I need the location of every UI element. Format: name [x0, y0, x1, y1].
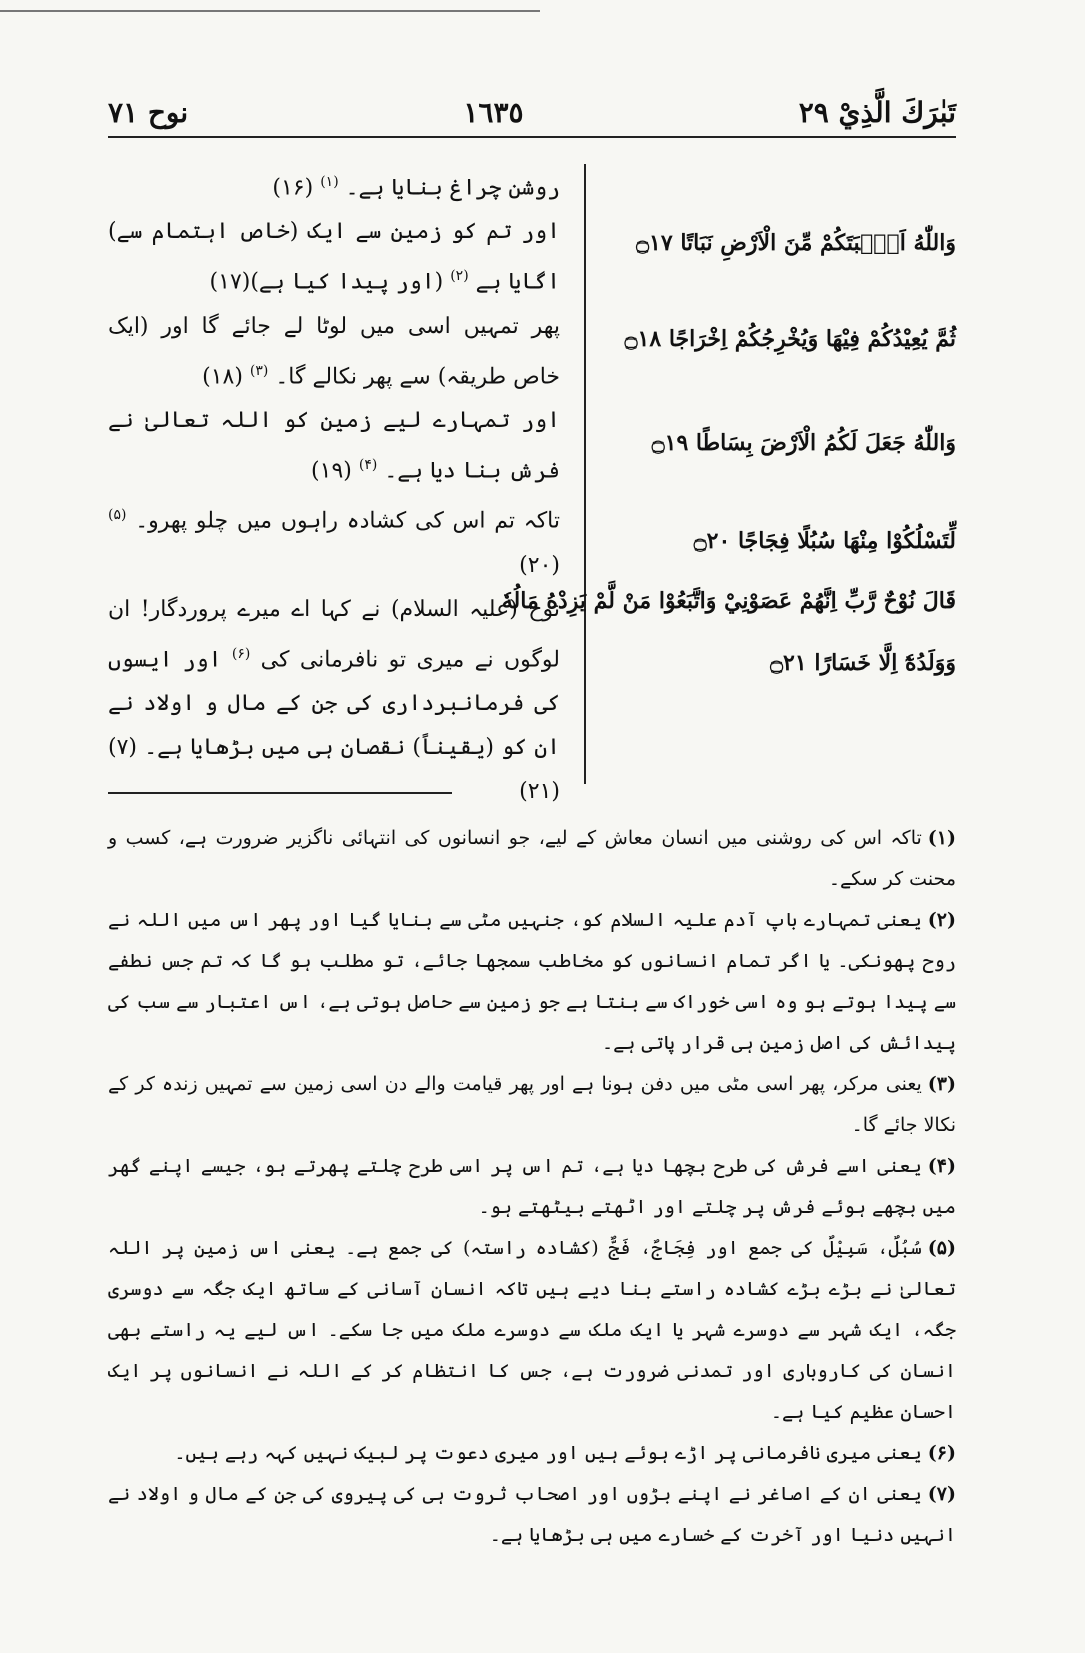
ayah-line: وَاللّٰهُ اَنْۢبَتَكُمْ مِّنَ الْاَرْضِ نَبَاتًا ۝١٧ — [636, 230, 956, 256]
footnote-5: (۵)سُبُلٌ، سَبِیْلٌ کی جمع اور فِجَاجٌ، فَجٌّ (کشادہ راستہ) کی جمع ہے۔ یعنی اس زمین پر اللہ تعالیٰ نے بڑے بڑے کشادہ راستے بنا دیے ہیں تاکہ انسان آسانی کے ساتھ ایک جگہ سے دوسری جگہ، ایک شہر سے دوسرے شہر یا ایک ملک سے دوسرے ملک میں جا سکے۔ اس لیے یہ راستے بھی انسان کی کاروباری اور تمدنی ضرورت ہے، جس کا انتظام کر کے اللہ نے انسانوں پر ایک احسان عظیم کیا ہے۔ — [108, 1237, 956, 1423]
page-number: ١٦٣٥ — [463, 95, 524, 129]
footnote-rule — [108, 792, 452, 794]
verse-number: (۱۸) — [202, 363, 243, 389]
verse-number: اور ایسوں کی فرمانبرداری کی جن کے مال و اولاد نے ان کو (یقیناً) نقصان ہی میں بڑھایا ہے۔ (۷) (۲۱) — [108, 646, 560, 804]
footnote-3: (۳)یعنی مرکر، پھر اسی مٹی میں دفن ہونا ہے اور پھر قیامت والے دن اسی زمین سے تمہیں زندہ کر کے نکالا جائے گا۔ — [108, 1073, 956, 1136]
ayah-17 — [636, 212, 956, 274]
verse-number: (۱۶) — [272, 175, 314, 201]
top-scan-rule — [0, 10, 540, 12]
translation-verse-20: تاکہ تم اس کی کشادہ راہوں میں چلو پھرو۔ $^{(۵)}$ (۲۰) — [108, 507, 560, 578]
footnote-4: (۴)یعنی اسے فرش کی طرح بچھا دیا ہے، تم اس پر اسی طرح چلتے پھرتے ہو، جیسے اپنے گھر میں بچھے ہوئے فرش پر چلتے اور اٹھتے بیٹھتے ہو۔ — [108, 1155, 956, 1218]
ayah-line: لِّتَسْلُكُوْا مِنْهَا سُبُلًا فِجَاجًا ۝٢٠ — [693, 528, 956, 554]
page-header — [108, 90, 956, 134]
ayah-line: ثُمَّ يُعِيْدُكُمْ فِيْهَا وَيُخْرِجُكُمْ اِخْرَاجًا ۝١٨ — [624, 326, 956, 352]
footnote-ref: (۲) — [450, 268, 469, 285]
translation-verse-17: اور تم کو زمین سے ایک (خاص اہتمام سے) اگایا ہے $^{(۲)}$ (اور پیدا کیا ہے)(۱۷) — [108, 219, 560, 295]
footnote-ref: (۱) — [320, 174, 339, 190]
footnote-7: (۷)یعنی ان کے اصاغر نے اپنے بڑوں اور اصحاب ثروت ہی کی پیروی کی جن کے مال و اولاد نے انہیں دنیا اور آخرت کے خسارے میں ہی بڑھایا ہے۔ — [108, 1483, 956, 1546]
ayah-line: قَالَ نُوْحٌ رَّبِّ اِنَّهُمْ عَصَوْنِيْ وَاتَّبَعُوْا مَنْ لَّمْ يَزِدْهُ مَالُهٗ — [501, 588, 956, 614]
ayah-line: وَوَلَدُهٗٓ اِلَّا خَسَارًا ۝٢١ — [770, 650, 956, 676]
footnote-ref: (۳) — [249, 362, 269, 379]
footnote-2: (۲)یعنی تمہارے باپ آدم علیہ السلام کو، جنہیں مٹی سے بنایا گیا اور پھر اس میں اللہ نے روح پھونکی۔ یا اگر تمام انسانوں کو مخاطب سمجھا جائے، تو مطلب ہو گا کہ تم جس نطفے سے پیدا ہوتے ہو وہ اسی خوراک سے بنتا ہے جو زمین سے حاصل ہوتی ہے، اس اعتبار سے سب کی پیدائش کی اصل زمین ہی قرار پاتی ہے۔ — [108, 909, 956, 1054]
footnote-ref: (۶) — [231, 645, 251, 662]
footnote-ref: (۴) — [358, 456, 378, 473]
ayah-21 — [502, 570, 956, 694]
ayah-20 — [694, 510, 956, 572]
header-rule — [108, 136, 956, 138]
footnote-ref: (۵) — [108, 507, 127, 524]
translation-verse-21: نوح (علیہ السلام) نے کہا اے میرے پروردگار! ان لوگوں نے میری تو نافرمانی کی $^{(۶)}$ اور ایسوں کی فرمانبرداری کی جن کے مال و اولاد نے ان کو (یقیناً) نقصان ہی میں بڑھایا ہے۔ (۷) (۲۱) — [108, 596, 561, 804]
surah-title: نوح ٧١ — [108, 95, 189, 129]
verse-number: (اور پیدا کیا ہے)(۱۷) — [209, 269, 444, 295]
verse-number: (۱۹) — [311, 458, 352, 484]
ayah-18 — [625, 308, 956, 370]
footnote-1: (۱)تاکہ اس کی روشنی میں انسان معاش کے لیے، جو انسانوں کی انتہائی ناگزیر ضرورت ہے، کسب و محنت کر سکے۔ — [108, 827, 956, 890]
translation-verse-18: پھر تمہیں اسی میں لوٹا لے جائے گا اور (ایک خاص طریقہ) سے پھر نکالے گا۔ $^{(۳)}$ (۱۸) — [108, 313, 560, 389]
ayah-19 — [652, 412, 956, 474]
juz-title: تَبٰرَكَ الَّذِيْ ٢٩ — [798, 95, 956, 129]
urdu-translation-column — [108, 160, 560, 814]
ayah-line: وَاللّٰهُ جَعَلَ لَكُمُ الْاَرْضَ بِسَاطًا ۝١٩ — [651, 430, 956, 456]
translation-verse-16: روشن چراغ بنایا ہے۔ $^{(۱)}$ (۱۶) — [272, 174, 560, 201]
footnote-6: (۶)یعنی میری نافرمانی پر اڑے ہوئے ہیں اور میری دعوت پر لبیک نہیں کہہ رہے ہیں۔ — [174, 1442, 956, 1464]
translation-verse-19: اور تمہارے لیے زمین کو اللہ تعالیٰ نے فرش بنا دیا ہے۔ $^{(۴)}$ (۱۹) — [108, 407, 560, 484]
footnotes-section — [108, 818, 956, 1556]
verse-number: (۲۰) — [519, 552, 560, 578]
